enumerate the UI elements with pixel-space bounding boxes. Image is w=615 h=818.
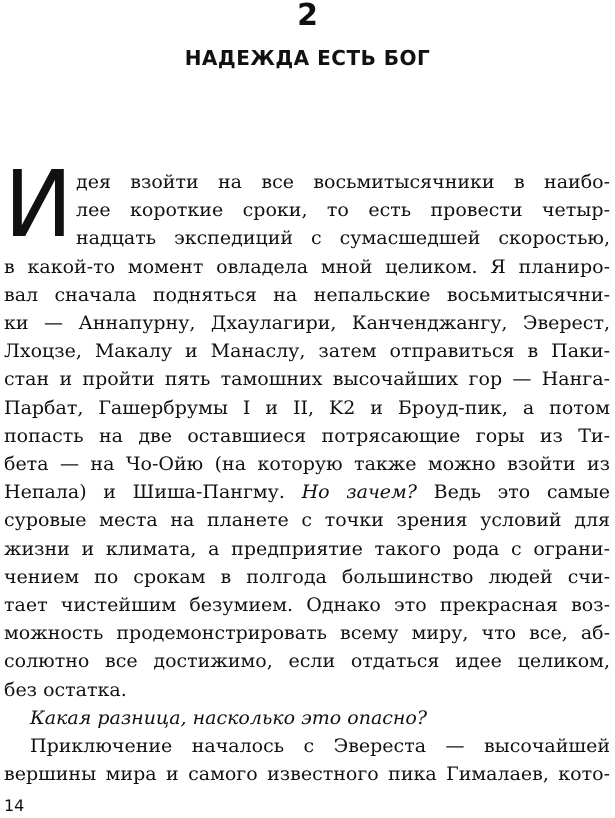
text-span: Непала) и Шиша-Пангму.: [4, 481, 285, 504]
text-line: ки — Аннапурну, Дхаулагири, Канченджангу, Эверест,: [4, 312, 610, 334]
text-line: суровые места на планете с точки зрения условий для: [4, 509, 610, 532]
text-line: вершины мира и самого известного пика Гималаев, кото-: [4, 763, 610, 786]
italic-question: Но зачем?: [301, 481, 417, 504]
page-number: 14: [4, 796, 25, 815]
drop-cap: И: [4, 151, 73, 258]
text-line: попасть на две оставшиеся потрясающие горы из Ти-: [4, 424, 610, 447]
chapter-number: 2: [297, 0, 318, 33]
text-line: надцать экспедиций с сумасшедшей скоростью,: [76, 227, 610, 250]
text-line: Лхоцзе, Макалу и Манаслу, затем отправиться в Паки-: [4, 340, 610, 363]
text-line: бета — на Чо-Ойю (на которую также можно взойти из: [4, 453, 610, 475]
text-line: стан и пройти пять тамошних высочайших гор — Нанга-: [4, 368, 610, 391]
chapter-title: НАДЕЖДА ЕСТЬ БОГ: [184, 46, 431, 70]
text-line: жизни и климата, а предприятие такого рода с ограни-: [4, 537, 610, 560]
text-line: [4, 478, 610, 506]
text-span: Ведь это самые: [433, 481, 610, 504]
italic-paragraph: Какая разница, насколько это опасно?: [30, 706, 428, 729]
text-line: вал сначала подняться на непальские восьмитысячни-: [4, 283, 610, 306]
text-line: дея взойти на все восьмитысячники в наибо-: [76, 171, 610, 193]
text-line: Приключение началось с Эвереста — высочайшей: [30, 735, 610, 757]
text-line: тает чистейшим безумием. Однако это прекрасная воз-: [4, 594, 610, 616]
text-line: Парбат, Гашербрумы I и II, K2 и Броуд-пик, а потом: [4, 396, 610, 419]
text-line: чением по срокам в полгода большинство людей счи-: [4, 565, 610, 588]
text-line: можность продемонстрировать всему миру, что все, аб-: [4, 622, 610, 645]
text-line: без остатка.: [4, 678, 127, 701]
text-line: лее короткие сроки, то есть провести четыр-: [76, 199, 610, 222]
text-line: солютно все достижимо, если отдаться идее целиком,: [4, 650, 610, 673]
text-line: в какой-то момент овладела мной целиком. Я планиро-: [4, 255, 610, 278]
